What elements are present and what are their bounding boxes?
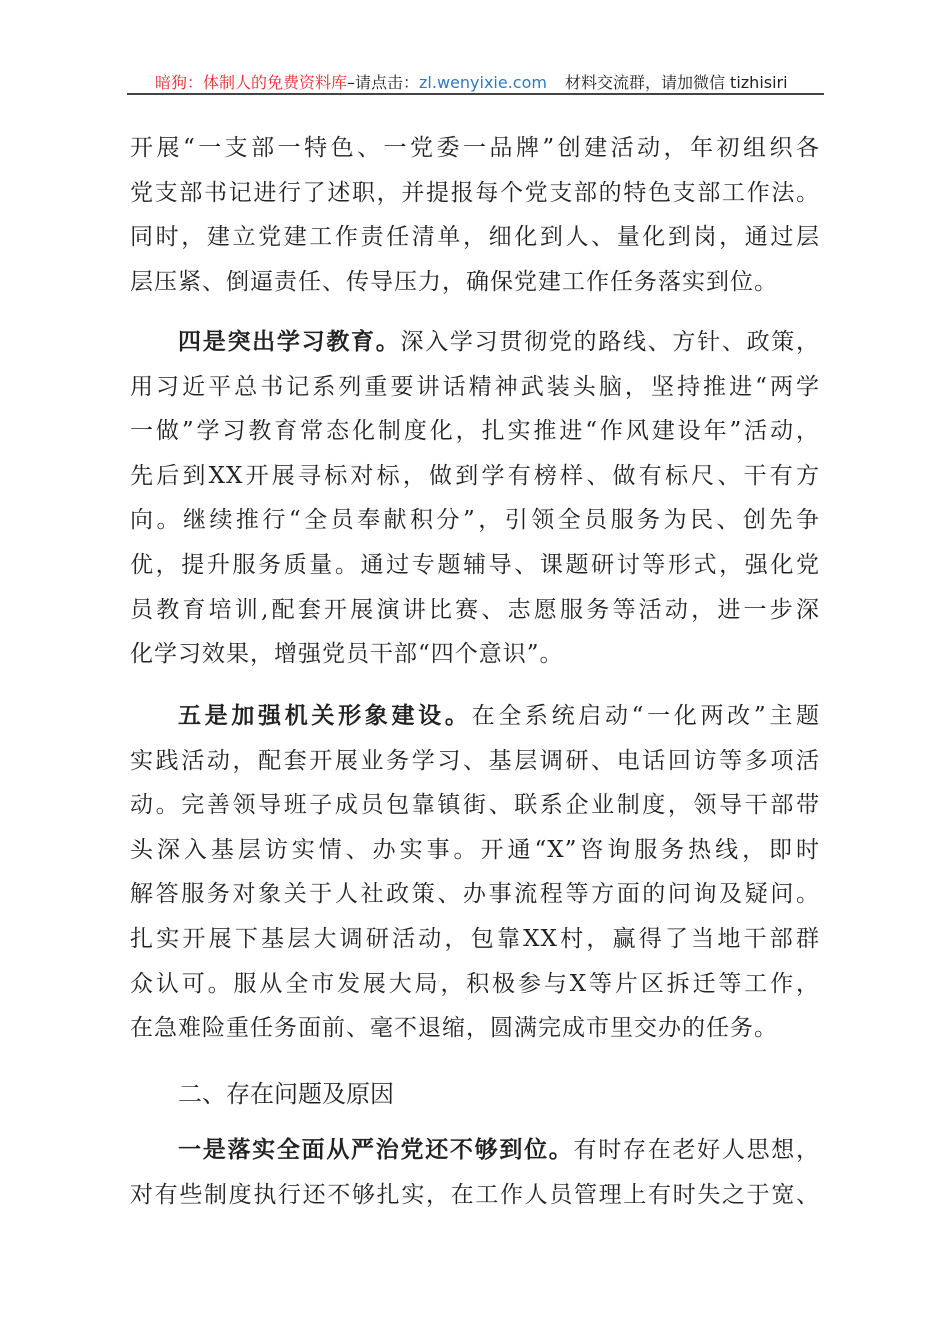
text-line: 实践活动，配套开展业务学习、基层调研、电话回访等多项活 — [130, 747, 820, 774]
section-heading: 二、存在问题及原因 — [178, 1080, 394, 1108]
text-line: 向。继续推行“全员奉献积分”，引领全员服务为民、创先争 — [130, 507, 820, 534]
text-line: 众认可。服从全市发展大局，积极参与X等片区拆迁等工作， — [130, 970, 820, 997]
text-line: 化学习效果，增强党员干部“四个意识”。 — [130, 641, 564, 668]
text-line: 头深入基层访实情、办实事。开通“X”咨询服务热线，即时 — [130, 836, 820, 863]
text-line: 开展“一支部一特色、一党委一品牌”创建活动，年初组织各 — [130, 135, 820, 161]
line-text: 在全系统启动“一化两改”主题 — [471, 703, 820, 729]
prompt-text: –请点击： — [347, 73, 420, 92]
text-line: 先后到XX开展寻标对标，做到学有榜样、做有标尺、干有方 — [130, 462, 820, 489]
text-line: 动。完善领导班子成员包靠镇街、联系企业制度，领导干部带 — [130, 792, 820, 819]
line-text: 有时存在老好人思想， — [573, 1137, 821, 1163]
site-link[interactable]: zl.wenyixie.com — [419, 73, 547, 92]
text-line: 同时，建立党建工作责任清单，细化到人、量化到岗，通过层 — [130, 224, 820, 251]
text-line: 扎实开展下基层大调研活动，包靠XX村，赢得了当地干部群 — [130, 926, 820, 952]
text-line — [178, 1135, 820, 1165]
paragraph-lead: 一是落实全面从严治党还不够到位。 — [178, 1136, 574, 1163]
text-line — [178, 701, 820, 731]
text-line: 党支部书记进行了述职，并提报每个党支部的特色支部工作法。 — [130, 179, 820, 206]
text-line: 优，提升服务质量。通过专题辅导、课题研讨等形式，强化党 — [130, 552, 820, 578]
text-line: 在急难险重任务面前、毫不退缩，圆满完成市里交办的任务。 — [130, 1015, 778, 1042]
text-line — [178, 327, 820, 357]
text-line: 一做”学习教育常态化制度化，扎实推进“作风建设年”活动， — [130, 418, 820, 445]
text-line: 对有些制度执行还不够扎实，在工作人员管理上有时失之于宽、 — [130, 1181, 820, 1208]
text-line: 解答服务对象关于人社政策、办事流程等方面的问询及疑问。 — [130, 881, 820, 908]
text-line: 层压紧、倒逼责任、传导压力，确保党建工作任务落实到位。 — [130, 268, 778, 295]
group-text: 材料交流群，请加微信 tizhisiri — [564, 73, 788, 92]
line-text: 深入学习贯彻党的路线、方针、政策， — [400, 329, 821, 355]
paragraph-lead: 四是突出学习教育。 — [178, 328, 401, 355]
text-line: 员教育培训,配套开展演讲比赛、志愿服务等活动，进一步深 — [130, 596, 820, 623]
header-divider — [127, 93, 824, 95]
brand-text: 暗狗：体制人的免费资料库 — [155, 73, 348, 92]
text-line: 用习近平总书记系列重要讲话精神武装头脑，坚持推进“两学 — [130, 373, 820, 400]
paragraph-lead: 五是加强机关形象建设。 — [178, 702, 472, 729]
watermark-header — [155, 70, 788, 93]
